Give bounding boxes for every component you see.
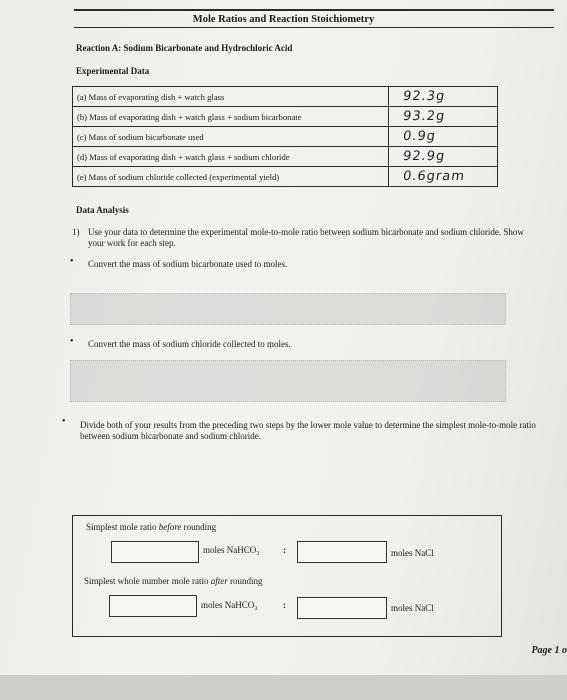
nacl-unit: moles NaCl xyxy=(391,603,434,613)
work-area-2[interactable] xyxy=(70,360,506,402)
work-area-1[interactable] xyxy=(70,293,506,325)
nacl-before-input[interactable] xyxy=(297,541,387,563)
row-label: (c) Mass of sodium bicarbonate used xyxy=(73,127,389,147)
bullet-icon: • xyxy=(62,416,66,427)
row-label: (d) Mass of evaporating dish + watch glass + sodium chloride xyxy=(73,147,389,167)
row-value-cell[interactable] xyxy=(389,167,498,187)
reaction-heading: Reaction A: Sodium Bicarbonate and Hydrochloric Acid xyxy=(76,43,293,53)
row-value-cell[interactable] xyxy=(389,87,498,107)
page-title: Mole Ratios and Reaction Stoichiometry xyxy=(192,14,375,25)
row-value-cell[interactable] xyxy=(389,107,498,127)
bullet-icon: • xyxy=(70,336,74,347)
table-row xyxy=(73,87,498,107)
bullet-3-text: Divide both of your results from the preceding two steps by the lower mole value to determine the simplest mole-to-mole ratio between sodium bicarbonate and sodium chloride. xyxy=(80,420,536,441)
table-row xyxy=(73,107,498,127)
row-label: (b) Mass of evaporating dish + watch glass + sodium bicarbonate xyxy=(73,107,389,127)
page-number: Page 1 o xyxy=(531,645,567,656)
experimental-heading: Experimental Data xyxy=(76,66,150,76)
ratio-colon: : xyxy=(283,545,286,555)
row-label: (a) Mass of evaporating dish + watch glass xyxy=(73,87,389,107)
data-analysis-heading: Data Analysis xyxy=(76,205,129,215)
nacl-after-input[interactable] xyxy=(297,597,387,619)
table-row xyxy=(73,167,498,187)
handwritten-value: 92.9g xyxy=(401,149,447,164)
ratio-colon: : xyxy=(283,600,286,610)
experimental-data-table xyxy=(72,86,498,187)
page-bottom-edge xyxy=(0,675,567,700)
row-value-cell[interactable] xyxy=(389,147,498,167)
ratio-before-label: Simplest mole ratio before rounding xyxy=(86,522,217,532)
nahco3-unit: moles NaHCO₃ xyxy=(201,600,258,610)
bullet-1-text: Convert the mass of sodium bicarbonate used to moles. xyxy=(88,259,288,269)
handwritten-value: 93.2g xyxy=(401,109,447,124)
row-value-cell[interactable] xyxy=(389,127,498,147)
table-row xyxy=(73,147,498,167)
table-row xyxy=(73,127,498,147)
title-rule xyxy=(74,27,554,28)
bullet-icon: • xyxy=(70,256,74,267)
handwritten-value: 92.3g xyxy=(401,89,447,104)
nahco3-before-input[interactable] xyxy=(111,541,199,563)
bullet-2-text: Convert the mass of sodium chloride collected to moles. xyxy=(88,339,291,349)
ratio-after-label: Simplest whole number mole ratio after rounding xyxy=(84,576,263,586)
nacl-unit: moles NaCl xyxy=(391,548,434,558)
top-rule xyxy=(74,9,554,11)
question-1-text: Use your data to determine the experimental mole-to-mole ratio between sodium bicarbonate and sodium chloride. Show your work for each step. xyxy=(88,227,524,248)
question-number: 1) xyxy=(72,227,80,237)
handwritten-value: 0.6gram xyxy=(401,169,466,184)
ratio-answer-box xyxy=(72,515,502,637)
handwritten-value: 0.9g xyxy=(401,129,437,144)
row-label: (e) Mass of sodium chloride collected (experimental yield) xyxy=(73,167,389,187)
nahco3-after-input[interactable] xyxy=(109,595,197,617)
nahco3-unit: moles NaHCO₃ xyxy=(203,545,260,555)
